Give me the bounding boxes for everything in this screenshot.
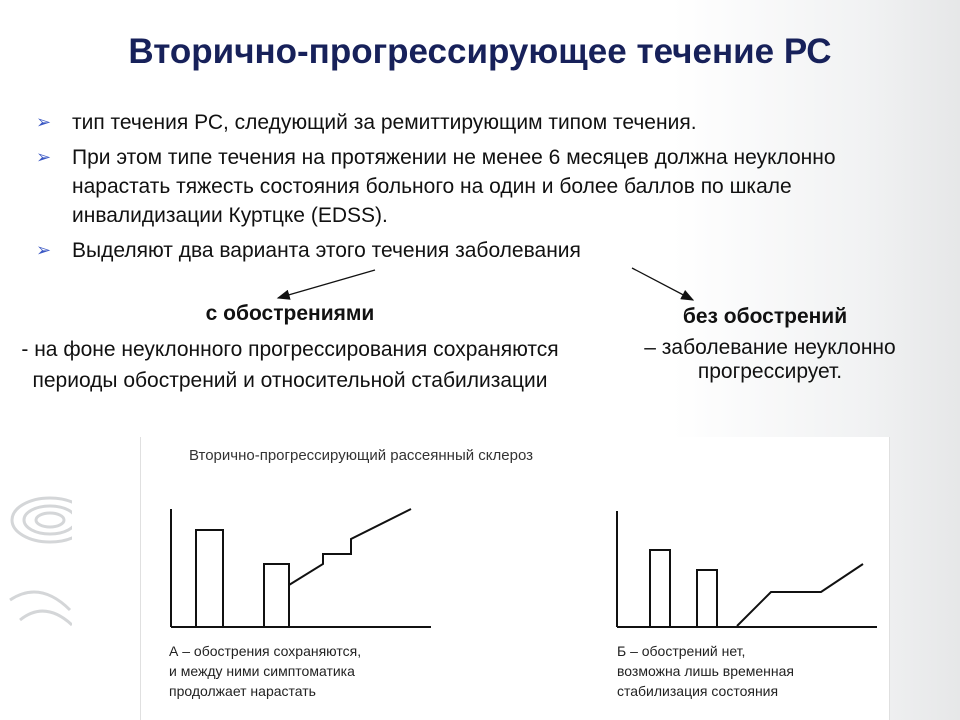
panel-a-relapse-bar <box>264 564 289 627</box>
variant-left-description: - на фоне неуклонного прогрессирования сохраняются периоды обострений и относительной стабилизации <box>21 338 559 392</box>
panel-b-progression-line <box>737 564 863 626</box>
variant-right-description: – заболевание неуклонно прогрессирует. <box>644 336 896 383</box>
variant-left-title: с обострениями <box>205 302 375 325</box>
caption-b: Б – обострений нет, возможна лишь временная стабилизация состояния <box>617 643 795 699</box>
arrow-bullet-icon: ➢ <box>36 147 52 167</box>
slide-title: Вторично-прогрессирующее течение РС <box>128 32 832 71</box>
bullet-text: Выделяют два варианта этого течения заболевания <box>72 239 581 262</box>
panel-a-progression-line <box>289 509 411 585</box>
bullet-text: При этом типе течения на протяжении не менее 6 месяцев должна неуклонно нарастать тяжесть состояния больного на один и более баллов по шкале инвалидизации Куртцке (EDSS). <box>72 146 836 227</box>
figure-title: Вторично-прогрессирующий рассеянный склероз <box>189 447 534 464</box>
decorative-ripples <box>0 470 72 630</box>
arrow-bullet-icon: ➢ <box>36 240 52 260</box>
panel-a-relapse-bar <box>196 530 223 627</box>
caption-a: А – обострения сохраняются, и между ними симптоматика продолжает нарастать <box>169 643 362 699</box>
arrow-left-connector <box>278 270 375 298</box>
arrow-right-connector <box>632 268 693 300</box>
variant-right-title: без обострений <box>682 305 848 328</box>
course-figure <box>140 437 890 720</box>
panel-b-relapse-bar <box>697 570 717 627</box>
panel-b-relapse-bar <box>650 550 670 627</box>
arrow-bullet-icon: ➢ <box>36 112 52 132</box>
bullet-text: тип течения РС, следующий за ремиттирующим типом течения. <box>72 111 697 134</box>
